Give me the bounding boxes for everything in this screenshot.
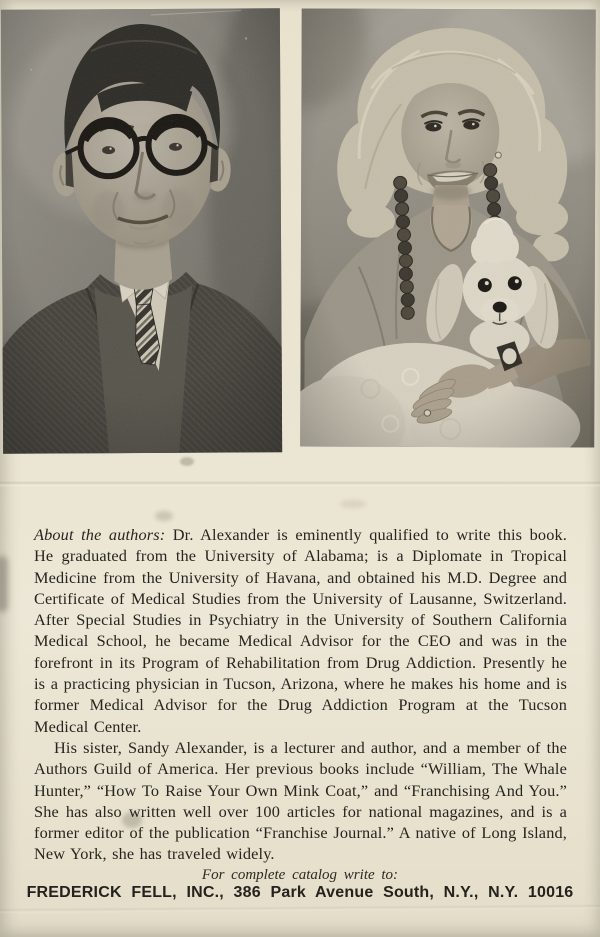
photo-dr-alexander-art [1,8,282,453]
edge-smudge [0,556,8,612]
about-paragraph-1 [34,524,567,737]
scan-edge-strip [0,0,600,8]
publisher-address: FREDERICK FELL, INC., 386 Park Avenue South, N.Y., N.Y. 10016 [26,884,574,901]
about-paragraph-1-text: Dr. Alexander is eminently qualified to write this book. He graduated from the University of Alabama; is a Diplomate in Tropical Medicine from the University of Havana, and obtained his M.D. Degree and Certificate of Medical Studies from the University of Lausanne, Switzerland. After Special Studies in Psychiatry in the University of Southern California Medical School, he became Medical Advisor for the CEO and was in the forefront in its Program of Rehabilitation from Drug Addiction. Presently he is a practicing physician in Tucson, Arizona, where he makes his home and is former Medical Advisor for the Drug Addiction Program at the Tucson Medical Center. [34,525,567,736]
about-paragraph-2 [34,737,567,865]
photo-sandy-alexander [300,8,596,447]
paper-crease [0,904,600,914]
faint-stain [340,500,366,508]
photo-dr-alexander [1,8,282,453]
about-the-authors-section [34,524,567,865]
pencil-smudge [180,457,194,466]
photo-sandy-alexander-art [300,8,596,447]
about-paragraph-2-text: His sister, Sandy Alexander, is a lecturer and author, and a member of the Authors Guild of America. Her previous books include “William, The Whale Hunter,” “How To Raise Your Own Mink Coat,” and “Franchising And You.” She has also written well over 100 articles for national magazines, and is a former editor of the publication “Franchise Journal.” A native of Long Island, New York, she has traveled widely. [34,737,567,864]
catalog-note: For complete catalog write to: [201,867,399,883]
paper-crease [0,481,600,487]
about-lead-in: About the authors: [34,525,166,544]
pencil-smudge [155,511,173,521]
